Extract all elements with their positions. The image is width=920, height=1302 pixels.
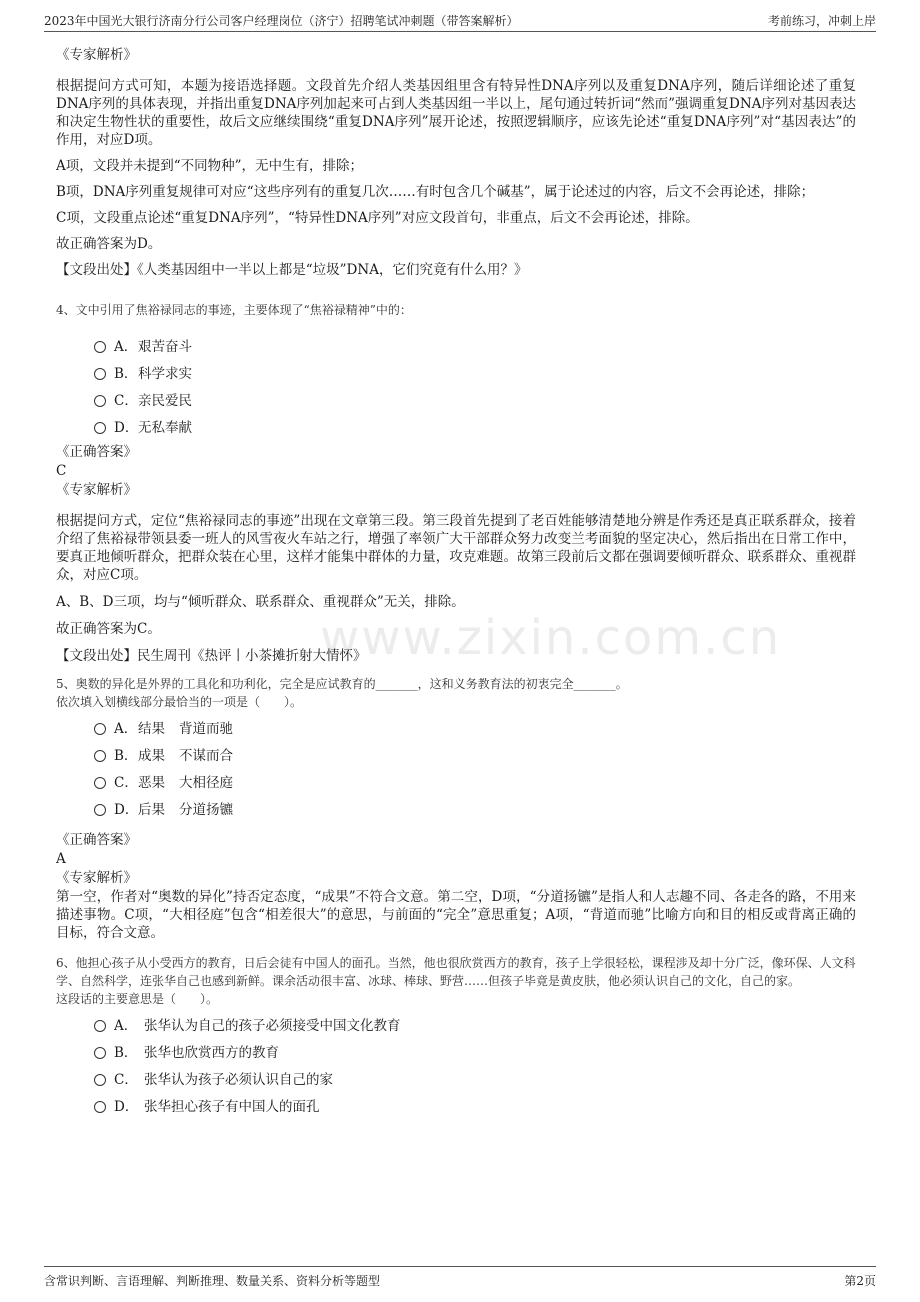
q4-question: 4、文中引用了焦裕禄同志的事迹，主要体现了“焦裕禄精神”中的： [56, 303, 412, 317]
q4-options [94, 331, 856, 439]
option-word-1: 后果 [138, 801, 165, 818]
option-letter: D． [114, 801, 139, 818]
q4-option-c[interactable] [94, 385, 856, 412]
option-letter: B． [114, 747, 138, 764]
q4-answer: C [56, 463, 67, 479]
q3-conclusion: 故正确答案为D。 [56, 236, 162, 252]
q3-source: 【文段出处】《人类基因组中一半以上都是“垃圾”DNA，它们究竟有什么用？》 [56, 262, 528, 278]
option-letter: C． [114, 774, 138, 791]
q3-analysis-option-c: C项，文段重点论述“重复DNA序列”，“特异性DNA序列”对应文段首句，非重点，后文不会再论述，排除。 [56, 210, 699, 226]
q3-analysis-paragraph: 根据提问方式可知，本题为接语选择题。文段首先介绍人类基因组里含有特异性DNA序列以及重复DNA序列，随后详细论述了重复DNA序列的具体表现，并指出重复DNA序列加起来可占到人类基因组一半以上，尾句通过转折词“然而”强调重复DNA序列对基因表达和决定生物性状的重要性，故后文应继续围绕“重复DNA序列”展开论述，按照逻辑顺序，应该先论述“重复DNA序列”对“基因表达”的作用，对应D项。 [56, 78, 856, 148]
header-title: 2023年中国光大银行济南分行公司客户经理岗位（济宁）招聘笔试冲刺题（带答案解析） [44, 14, 519, 28]
header-slogan: 考前练习，冲刺上岸 [767, 14, 876, 28]
q6-option-a[interactable] [94, 1010, 856, 1037]
option-text: 艰苦奋斗 [138, 338, 192, 355]
watermark: www.zixin.com.cn [320, 610, 782, 666]
option-text: 张华担心孩子有中国人的面孔 [144, 1098, 320, 1115]
option-text: 张华认为自己的孩子必须接受中国文化教育 [144, 1017, 401, 1034]
radio-icon[interactable] [94, 422, 106, 434]
option-word-2: 背道而驰 [179, 720, 233, 737]
q5-option-a[interactable] [94, 713, 856, 740]
page-footer [44, 1266, 876, 1290]
q3-analysis-option-a: A项，文段并未提到“不同物种”，无中生有，排除； [56, 158, 364, 174]
option-text: 无私奉献 [138, 419, 192, 436]
q4-conclusion: 故正确答案为C。 [56, 621, 161, 637]
q4-answer-label: 《正确答案》 [56, 444, 137, 460]
q4-option-b[interactable] [94, 358, 856, 385]
q6-instruction: 这段话的主要意思是（ ）。 [56, 992, 219, 1006]
document-body [56, 46, 856, 1118]
option-letter: C． [114, 1071, 138, 1088]
option-text: 科学求实 [138, 365, 192, 382]
option-word-1: 结果 [138, 720, 165, 737]
footer-description: 含常识判断、言语理解、判断推理、数量关系、资料分析等题型 [44, 1274, 381, 1288]
q4-analysis-label: 《专家解析》 [56, 482, 137, 498]
q4-analysis-paragraph: 根据提问方式，定位“焦裕禄同志的事迹”出现在文章第三段。第三段首先提到了老百姓能够清楚地分辨是作秀还是真正联系群众，接着介绍了焦裕禄带领县委一班人的风雪夜火车站之行，增强了率领广大干部群众努力改变兰考面貌的坚定决心，然后指出在日常工作中，要真正地倾听群众，把群众装在心里，这样才能集中群体的力量，攻克难题。故第三段前后文都在强调要倾听群众、联系群众、重视群众，对应C项。 [56, 513, 856, 583]
radio-icon[interactable] [94, 723, 106, 735]
option-letter: A． [114, 1017, 138, 1034]
option-word-2: 不谋而合 [179, 747, 233, 764]
q6-question: 6、他担心孩子从小受西方的教育，日后会徒有中国人的面孔。当然，他也很欣赏西方的教育，孩子上学很轻松，课程涉及却十分广泛，像环保、人文科学、自然科学，连张华自己也感到新鲜。课余活动很丰富、冰球、棒球、野营……但孩子毕竟是黄皮肤，他必须认识自己的文化，自己的家。 [56, 956, 856, 988]
q5-option-b[interactable] [94, 740, 856, 767]
radio-icon[interactable] [94, 395, 106, 407]
option-letter: B． [114, 1044, 138, 1061]
q5-answer-label: 《正确答案》 [56, 832, 137, 848]
option-letter: B． [114, 365, 138, 382]
radio-icon[interactable] [94, 804, 106, 816]
q3-analysis-label: 《专家解析》 [56, 47, 137, 63]
q5-question: 5、奥数的异化是外界的工具化和功利化，完全是应试教育的_______，这和义务教育法的初衷完全_______。 [56, 677, 628, 691]
q5-answer: A [56, 851, 66, 867]
q4-analysis-other-options: A、B、D三项，均与“倾听群众、联系群众、重视群众”无关，排除。 [56, 594, 465, 610]
radio-icon[interactable] [94, 750, 106, 762]
q3-analysis-option-b: B项，DNA序列重复规律可对应“这些序列有的重复几次……有时包含几个碱基”，属于论述过的内容，后文不会再论述，排除； [56, 184, 815, 200]
page-header [44, 10, 876, 32]
q5-option-d[interactable] [94, 794, 856, 821]
option-letter: A． [114, 720, 138, 737]
option-word-2: 大相径庭 [179, 774, 233, 791]
option-word-2: 分道扬镳 [179, 801, 233, 818]
option-text: 张华也欣赏西方的教育 [144, 1044, 279, 1061]
option-letter: D． [114, 1098, 139, 1115]
q6-option-c[interactable] [94, 1064, 856, 1091]
radio-icon[interactable] [94, 1101, 106, 1113]
q4-option-d[interactable] [94, 412, 856, 439]
radio-icon[interactable] [94, 1020, 106, 1032]
q5-option-c[interactable] [94, 767, 856, 794]
q4-source: 【文段出处】民生周刊《热评丨小茶摊折射大情怀》 [56, 648, 367, 664]
q6-option-b[interactable] [94, 1037, 856, 1064]
q6-options [94, 1010, 856, 1118]
option-word-1: 恶果 [138, 774, 165, 791]
q5-options [94, 713, 856, 821]
radio-icon[interactable] [94, 1047, 106, 1059]
q4-option-a[interactable] [94, 331, 856, 358]
radio-icon[interactable] [94, 777, 106, 789]
q6-option-d[interactable] [94, 1091, 856, 1118]
q5-instruction: 依次填入划横线部分最恰当的一项是（ ）。 [56, 695, 303, 709]
option-letter: D． [114, 419, 139, 436]
radio-icon[interactable] [94, 368, 106, 380]
option-letter: C． [114, 392, 138, 409]
radio-icon[interactable] [94, 341, 106, 353]
option-text: 张华认为孩子必须认识自己的家 [144, 1071, 333, 1088]
q5-analysis-label: 《专家解析》 [56, 870, 137, 886]
q5-analysis-paragraph: 第一空，作者对“奥数的异化”持否定态度，“成果”不符合文意。第二空，D项，“分道扬镳”是指人和人志趣不同、各走各的路，不用来描述事物。C项，“大相径庭”包含“相差很大”的意思，与前面的“完全”意思重复；A项，“背道而驰”比喻方向和目的相反或背离正确的目标，符合文意。 [56, 889, 856, 941]
option-text: 亲民爱民 [138, 392, 192, 409]
page-number: 第2页 [844, 1274, 876, 1288]
option-letter: A． [114, 338, 138, 355]
radio-icon[interactable] [94, 1074, 106, 1086]
option-word-1: 成果 [138, 747, 165, 764]
